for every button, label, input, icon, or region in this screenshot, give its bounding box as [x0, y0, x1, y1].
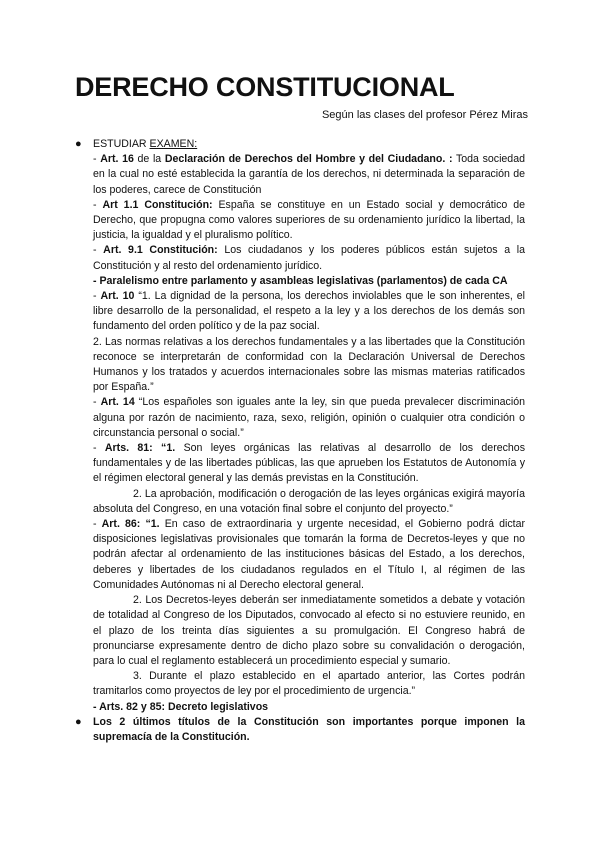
- dash: -: [93, 518, 102, 531]
- art-16-paragraph: [93, 152, 525, 198]
- dash: -: [93, 244, 104, 257]
- art-81-text: Son leyes orgánicas las relativas al desarrollo de los derechos fundamentales y de las libertades públicas, las que aprueben los Estatutos de Autonomía y el régimen electoral general y las demás previstas en la Constitución.: [93, 442, 525, 485]
- heading-text: ESTUDIAR: [93, 138, 150, 150]
- art-86-text: En caso de extraordinaria y urgente necesidad, el Gobierno podrá dictar disposiciones legislativas provisionales que tomarán la forma de Decretos-leyes y que no podrán afectar al ordenamiento de las instituciones básicas del Estado, a los derechos, deberes y libertades de los ciudadanos regulados en el Título I, al régimen de las Comunidades Autónomas ni al Derecho electoral general.: [93, 518, 526, 591]
- arts-82-85-text: - Arts. 82 y 85: Decreto legislativos: [93, 700, 269, 713]
- art-16-text: Toda sociedad en la cual no esté establecida la garantía de los derechos, ni determinada la separación de los poderes, carece de Constitución: [93, 153, 525, 196]
- art-10-text: “1. La dignidad de la persona, los derechos inviolables que le son inherentes, el libre desarrollo de la personalidad, el respeto a la ley y a los derechos de los demás son fundamento del orden político y de la paz social.: [93, 290, 525, 333]
- art-1-1-label: Art 1.1 Constitución:: [102, 198, 213, 211]
- art-81-point-2: 2. La aprobación, modificación o derogación de las leyes orgánicas exigirá mayoría absoluta del Congreso, en una votación final sobre el conjunto del proyecto.”: [93, 487, 525, 515]
- bullet-icon: ●: [75, 138, 82, 150]
- art-10-paragraph: [93, 289, 525, 335]
- art-86-point-3: 3. Durante el plazo establecido en el apartado anterior, las Cortes podrán tramitarlos como proyectos de ley por el procedimiento de urgencia.”: [93, 670, 525, 698]
- section-heading: [93, 137, 525, 152]
- dash: -: [93, 198, 103, 211]
- ultimos-titulos-text: Los 2 últimos títulos de la Constitución son importantes porque imponen la supremacía de la Constitución.: [93, 715, 525, 743]
- paralelismo-paragraph: [93, 274, 525, 289]
- art-9-1-paragraph: [93, 243, 525, 273]
- declaration-title: Declaración de Derechos del Hombre y del Ciudadano. :: [164, 153, 453, 166]
- paralelismo-text: - Paralelismo entre parlamento y asambleas legislativas (parlamentos) de cada CA: [93, 274, 508, 287]
- dash: -: [93, 442, 105, 455]
- art-1-1-text: España se constituye en un Estado social y democrático de Derecho, que propugna como valores superiores de su ordenamiento jurídico la libertad, la justicia, la igualdad y el pluralismo político.: [93, 198, 525, 242]
- art-86-point-2: 2. Los Decretos-leyes deberán ser inmediatamente sometidos a debate y votación de totalidad al Congreso de los Diputados, convocado al efecto si no estuviere reunido, en el plazo de los treinta días siguientes a su promulgación. El Congreso habrá de pronunciarse expresamente dentro de dicho plazo sobre su convalidación o derogación, para lo cual el reglamento establecerá un procedimiento especial y sumario.: [93, 594, 525, 667]
- document-body: [75, 137, 526, 745]
- heading-underlined: EXAMEN:: [149, 138, 198, 150]
- bullet-ultimos-titulos: [75, 715, 525, 745]
- page-title: DERECHO CONSTITUCIONAL: [75, 72, 455, 102]
- art-9-1-text: Los ciudadanos y los poderes públicos están sujetos a la Constitución y al resto del ordenamiento jurídico.: [93, 244, 525, 272]
- dash: -: [93, 153, 101, 166]
- art-10-point-2: 2. Las normas relativas a los derechos fundamentales y a las libertades que la Constitución reconoce se interpretarán de conformidad con la Declaración Universal de Derechos Humanos y los tratados y acuerdos internacionales sobre las mismas materias ratificados por España.”: [93, 335, 525, 394]
- art-81-label: Arts. 81: “1.: [104, 442, 176, 455]
- bullet-estudiar-examen: [75, 137, 526, 715]
- art-86-label: Art. 86: “1.: [101, 518, 160, 531]
- dash: -: [93, 290, 101, 303]
- page-subtitle: Según las clases del profesor Pérez Miras: [321, 109, 528, 121]
- dash: -: [93, 396, 101, 409]
- art-9-1-label: Art. 9.1 Constitución:: [103, 244, 218, 257]
- bullet-icon: ●: [75, 715, 82, 728]
- art-16-label: Art. 16: [100, 153, 134, 166]
- art-10-label: Art. 10: [100, 290, 135, 303]
- art-81-paragraph: [93, 441, 525, 487]
- connector-text: de la: [133, 153, 165, 166]
- art-14-paragraph: [93, 395, 525, 441]
- arts-82-85-paragraph: [93, 700, 525, 715]
- ultimos-titulos-paragraph: [93, 715, 525, 745]
- art-14-label: Art. 14: [100, 396, 135, 409]
- art-1-1-paragraph: [93, 198, 525, 244]
- art-86-paragraph: [93, 517, 525, 593]
- art-14-text: “Los españoles son iguales ante la ley, sin que pueda prevalecer discriminación alguna por razón de nacimiento, raza, sexo, religión, opinión o cualquier otra condición o circunstancia personal o social.”: [93, 396, 525, 439]
